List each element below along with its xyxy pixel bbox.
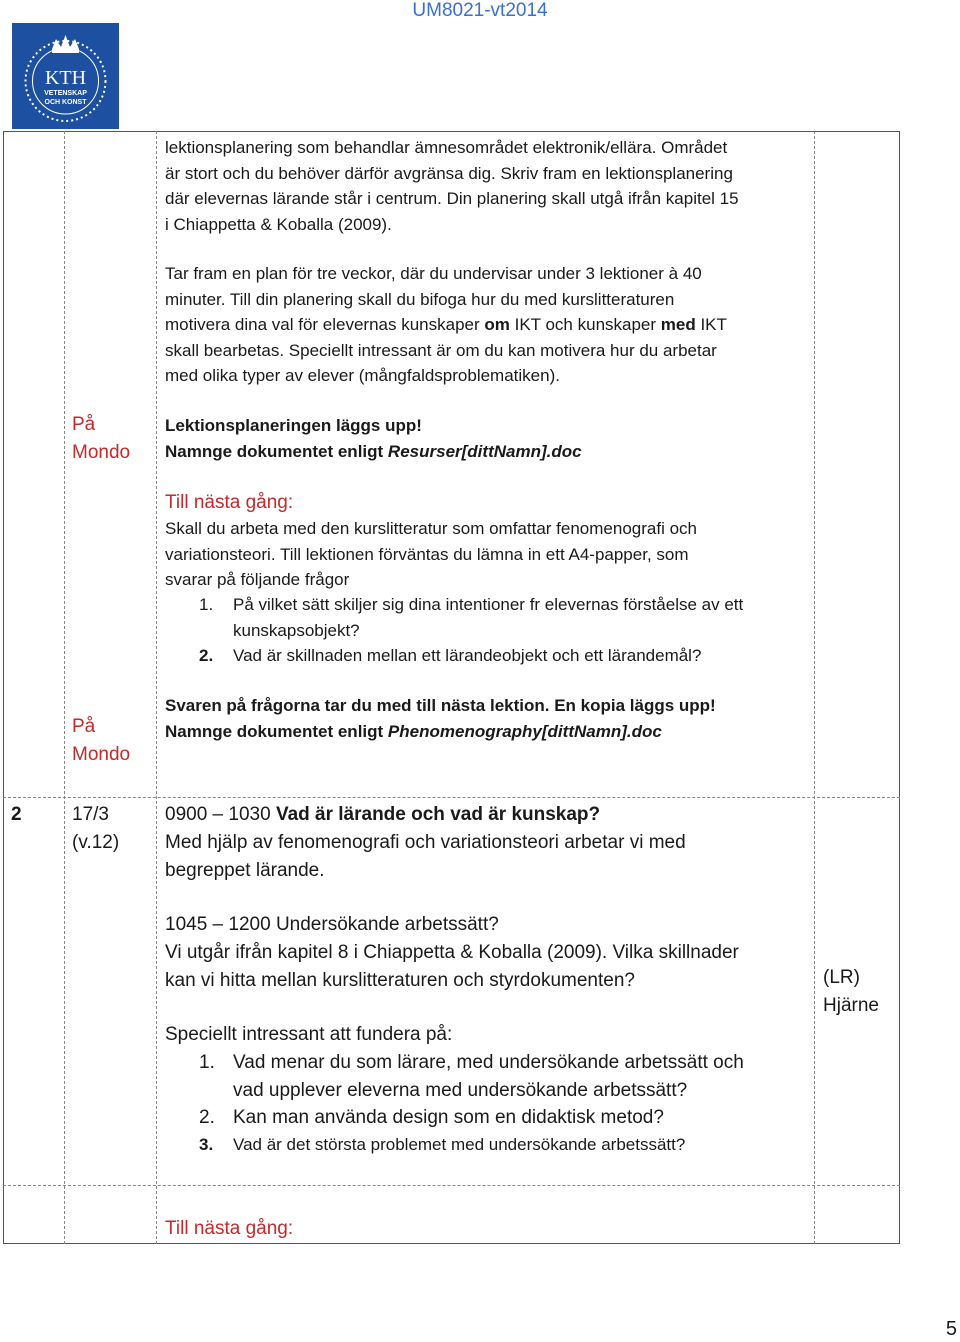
column-divider [64,131,65,1244]
week-line: (v.12) [72,832,120,853]
text-fragment: Namnge dokumentet enligt [165,441,388,461]
list-number: 1. [199,595,214,614]
text-line: Med hjälp av fenomenografi och variationsteori arbetar vi med [165,832,686,853]
page-number: 5 [945,1318,957,1340]
filename-line [165,439,582,465]
text-line: Vi utgår ifrån kapitel 8 i Chiappetta & Koballa (2009). Vilka skillnader [165,942,739,963]
emphasis-med: med [660,315,696,334]
logo-text-och-konst: OCH KONST [44,99,87,106]
reflection-2: Kan man använda design som en didaktisk metod? [233,1107,664,1128]
list-number: 1. [199,1052,215,1073]
text-line: där elevernas lärande står i centrum. Din planering skall utgå ifrån kapitel 15 [165,189,739,208]
kth-crest-icon [12,23,119,129]
session-time: 0900 – 1030 [165,804,276,825]
column-divider [814,131,815,1244]
list-number: 2. [199,1107,215,1128]
filename: Phenomenography[dittNamn].doc [387,721,662,741]
mondo-label-line: På [72,716,96,737]
mondo-label [72,411,130,467]
text-fragment: IKT och kunskaper [509,315,661,334]
reflection-1 [233,1049,744,1105]
filename-line [165,719,716,745]
mondo-label-line: Mondo [72,442,131,463]
list-number: 2. [199,646,214,665]
reflection-heading: Speciellt intressant att fundera på: [165,1024,453,1045]
text-line: variationsteori. Till lektionen förväntas du lämna in ett A4-papper, som [165,544,689,564]
text-line: minuter. Till din planering skall du bifoga hur du med kurslitteraturen [165,289,675,309]
text-line: Tar fram en plan för tre veckor, där du undervisar under 3 lektioner à 40 [165,264,702,283]
text-line: med olika typer av elever (mångfaldsproblematiken). [165,366,560,385]
teacher-name: Hjärne [823,995,879,1016]
text-line: kan vi hitta mellan kurslitteraturen och styrdokumenten? [165,970,635,991]
text-line: Skall du arbeta med den kurslitteratur som omfattar fenomenografi och [165,519,697,538]
answers-instructions [165,693,716,744]
reflection-3: Vad är det största problemet med undersökande arbetssätt? [233,1135,686,1154]
date-line: 17/3 [72,804,109,825]
text-fragment: Namnge dokumentet enligt [165,721,388,741]
next-time-text [165,516,697,593]
text-line [165,312,727,338]
text-fragment: IKT [695,315,727,334]
session-2 [165,911,739,995]
next-time-heading: Till nästa gång: [165,492,294,513]
next-time-heading: Till nästa gång: [165,1218,294,1239]
text-line: Vad menar du som lärare, med undersökande arbetssätt och [233,1052,744,1073]
emphasis-om: om [484,315,510,334]
session-title [165,801,686,829]
text-line: svarar på följande frågor [165,570,350,589]
teacher-initials: (LR) [823,967,860,988]
mondo-label [72,713,130,769]
course-code-header: UM8021-vt2014 [412,0,548,21]
text-line: Svaren på frågorna tar du med till nästa lektion. En kopia läggs upp! [165,696,716,715]
column-divider [156,131,157,1244]
text-fragment: motivera dina val för elevernas kunskaper [165,315,485,334]
lesson-date [72,801,119,857]
logo-text-vetenskap: VETENSKAP [44,90,87,97]
logo-text-kth: KTH [44,67,87,89]
row-divider [3,797,900,798]
mondo-label-line: Mondo [72,744,131,765]
kth-logo [12,23,119,129]
filename: Resurser[dittNamn].doc [387,441,582,461]
question-1 [233,592,743,643]
text-line: På vilket sätt skiljer sig dina intentioner fr elevernas förståelse av ett [233,595,744,614]
teacher-label [823,964,879,1020]
session-1 [165,801,686,885]
assignment-text [165,135,739,237]
plan-instructions [165,261,727,389]
week-number: 2 [11,804,22,825]
list-number: 3. [199,1135,214,1154]
text-line: är stort och du behöver därför avgränsa dig. Skriv fram en lektionsplanering [165,163,733,183]
text-line: skall bearbetas. Speciellt intressant är om du kan motivera hur du arbetar [165,340,717,360]
text-line: begreppet lärande. [165,860,325,881]
upload-instructions [165,413,582,464]
text-line: lektionsplanering som behandlar ämnesområdet elektronik/ellära. Området [165,138,728,157]
text-line: vad upplever eleverna med undersökande arbetssätt? [233,1080,688,1101]
upload-line: Lektionsplaneringen läggs upp! [165,416,422,435]
row-divider [3,1185,900,1186]
text-line: kunskapsobjekt? [233,620,360,640]
question-2: Vad är skillnaden mellan ett lärandeobjekt och ett lärandemål? [233,646,702,665]
mondo-label-line: På [72,414,96,435]
session-title: 1045 – 1200 Undersökande arbetssätt? [165,914,499,935]
session-topic: Vad är lärande och vad är kunskap? [275,804,601,825]
text-line: i Chiappetta & Koballa (2009). [165,214,392,234]
